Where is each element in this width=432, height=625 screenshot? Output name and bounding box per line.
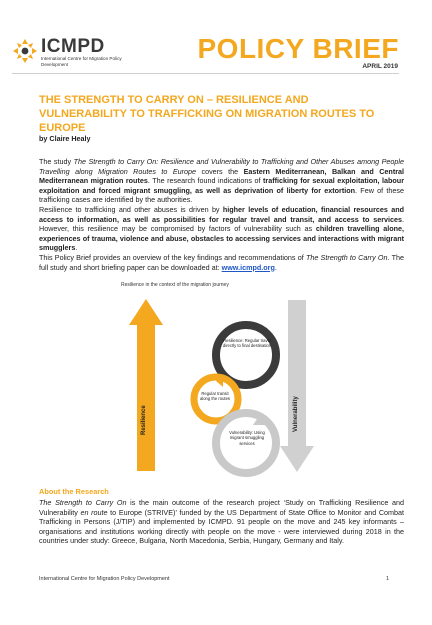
circle-bottom-text: Vulnerability: Using migrant smuggling services xyxy=(229,430,265,446)
resilience-diagram xyxy=(105,295,335,480)
page-number: 1 xyxy=(386,576,390,582)
paragraph-intro: The study The Strength to Carry On: Resilience and Vulnerability to Trafficking and Other Abuses among People Travelling along Migration Routes to Europe covers the Eastern Mediterranean, Balkan and Central Mediterranean migration routes. The research found indications of trafficking for sexual exploitation, labour exploitation and forced migrant smuggling, as well as deprivation of liberty for extortion. Few of these trafficking cases are identified by the authorities. xyxy=(39,157,405,205)
page-title: THE STRENGTH TO CARRY ON – RESILIENCE AND VULNERABILITY TO TRAFFICKING ON MIGRATION ROUTES TO EUROPE xyxy=(39,94,375,134)
publication-date: APRIL 2019 xyxy=(362,63,398,70)
diagram-caption: Resilience in the context of the migration journey xyxy=(121,282,229,288)
author-line: by Claire Healy xyxy=(39,134,91,143)
paragraph-about-research: The Strength to Carry On is the main outcome of the research project ‘Study on Trafficking Resilience and Vulnerability en route to Europe (STRIVE)’ funded by the US Department of State Office to Monitor and Combat Trafficking in Persons (J/TIP) and implemented by ICMPD. 91 people on the move and 245 key informants – organisations and institutions working directly with people on the move - were interviewed during 2018 in the countries under study: Greece, Bulgaria, North Macedonia, Serbia, Hungary, Germany and Italy. xyxy=(39,498,404,546)
doc-type-heading: POLICY BRIEF xyxy=(197,33,399,64)
paragraph-overview: This Policy Brief provides an overview of the key findings and recommendations of The Strength to Carry On. The full study and short briefing paper can be downloaded at: www.icmpd.org. xyxy=(39,253,404,272)
vulnerability-arrow xyxy=(280,300,314,472)
icmpd-logo-icon xyxy=(12,38,38,64)
resilience-label: Resilience xyxy=(141,405,147,435)
circle-top-text: Resilience: Regular travel directly to final destination xyxy=(222,338,272,349)
paragraph-resilience: Resilience to trafficking and other abuses is driven by higher levels of education, financial resources and access to information, as well as possibilities for regular travel and transit, and access to services. However, this resilience may be compromised by factors of vulnerability such as children travelling alone, experiences of trauma, violence and abuse, obstacles to accessing services and interactions with migrant smugglers. xyxy=(39,205,404,253)
logo-name: ICMPD xyxy=(41,36,105,57)
header-divider xyxy=(12,73,399,74)
vulnerability-label: Vulnerability xyxy=(293,396,299,432)
circle-mid-text: Regular transit along the routes xyxy=(199,391,231,402)
resilience-arrow xyxy=(129,299,163,471)
logo-subtitle: International Centre for Migration Policy Development xyxy=(41,56,122,67)
section-title-about-research: About the Research xyxy=(39,487,109,496)
footer-org: International Centre for Migration Policy Development xyxy=(39,576,170,582)
icmpd-website-link[interactable]: www.icmpd.org xyxy=(221,262,275,272)
